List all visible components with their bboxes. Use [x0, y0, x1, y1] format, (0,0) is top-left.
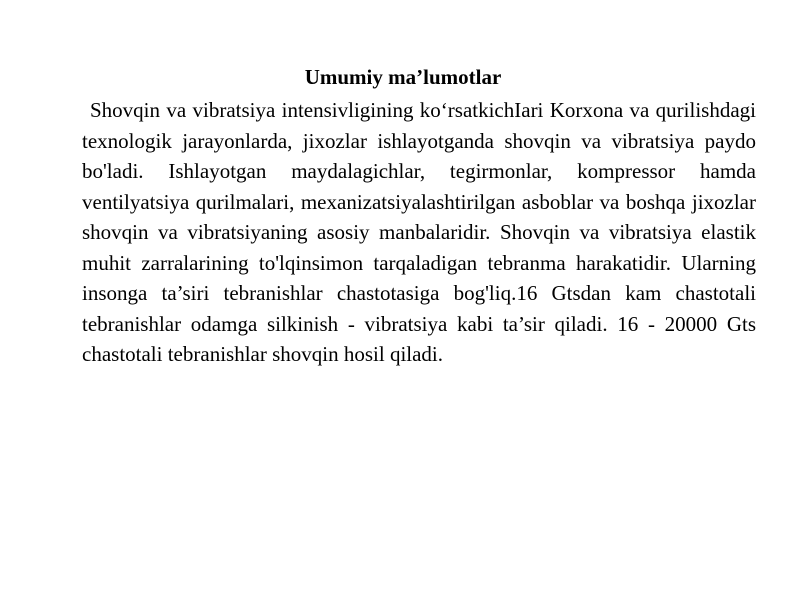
body-paragraph: Shovqin va vibratsiya intensivligining ko‘rsatkichIari Korxona va qurilishdagi texnologik jarayonlarda, jixozlar ishlayotganda shovqin va vibratsiya paydo bo'ladi. Ishlayotgan maydalagichlar, tegirmonlar, kompressor hamda ventilyatsiya qurilmalari, mexanizatsiyalashtirilgan asboblar va boshqa jixozlar shovqin va vibratsiyaning asosiy manbalaridir. Shovqin va vibratsiya elastik muhit zarralarining to'lqinsimon tarqaladigan tebranma harakatidir. Ularning insonga ta’siri tebranishlar chastotasiga bog'liq.16 Gtsdan kam chastotali tebranishlar odamga silkinish - vibratsiya kabi ta’sir qiladi. 16 - 20000 Gts chastotali tebranishlar shovqin hosil qiladi. — [82, 98, 756, 366]
page-title: Umumiy ma’lumotlar — [304, 65, 502, 89]
